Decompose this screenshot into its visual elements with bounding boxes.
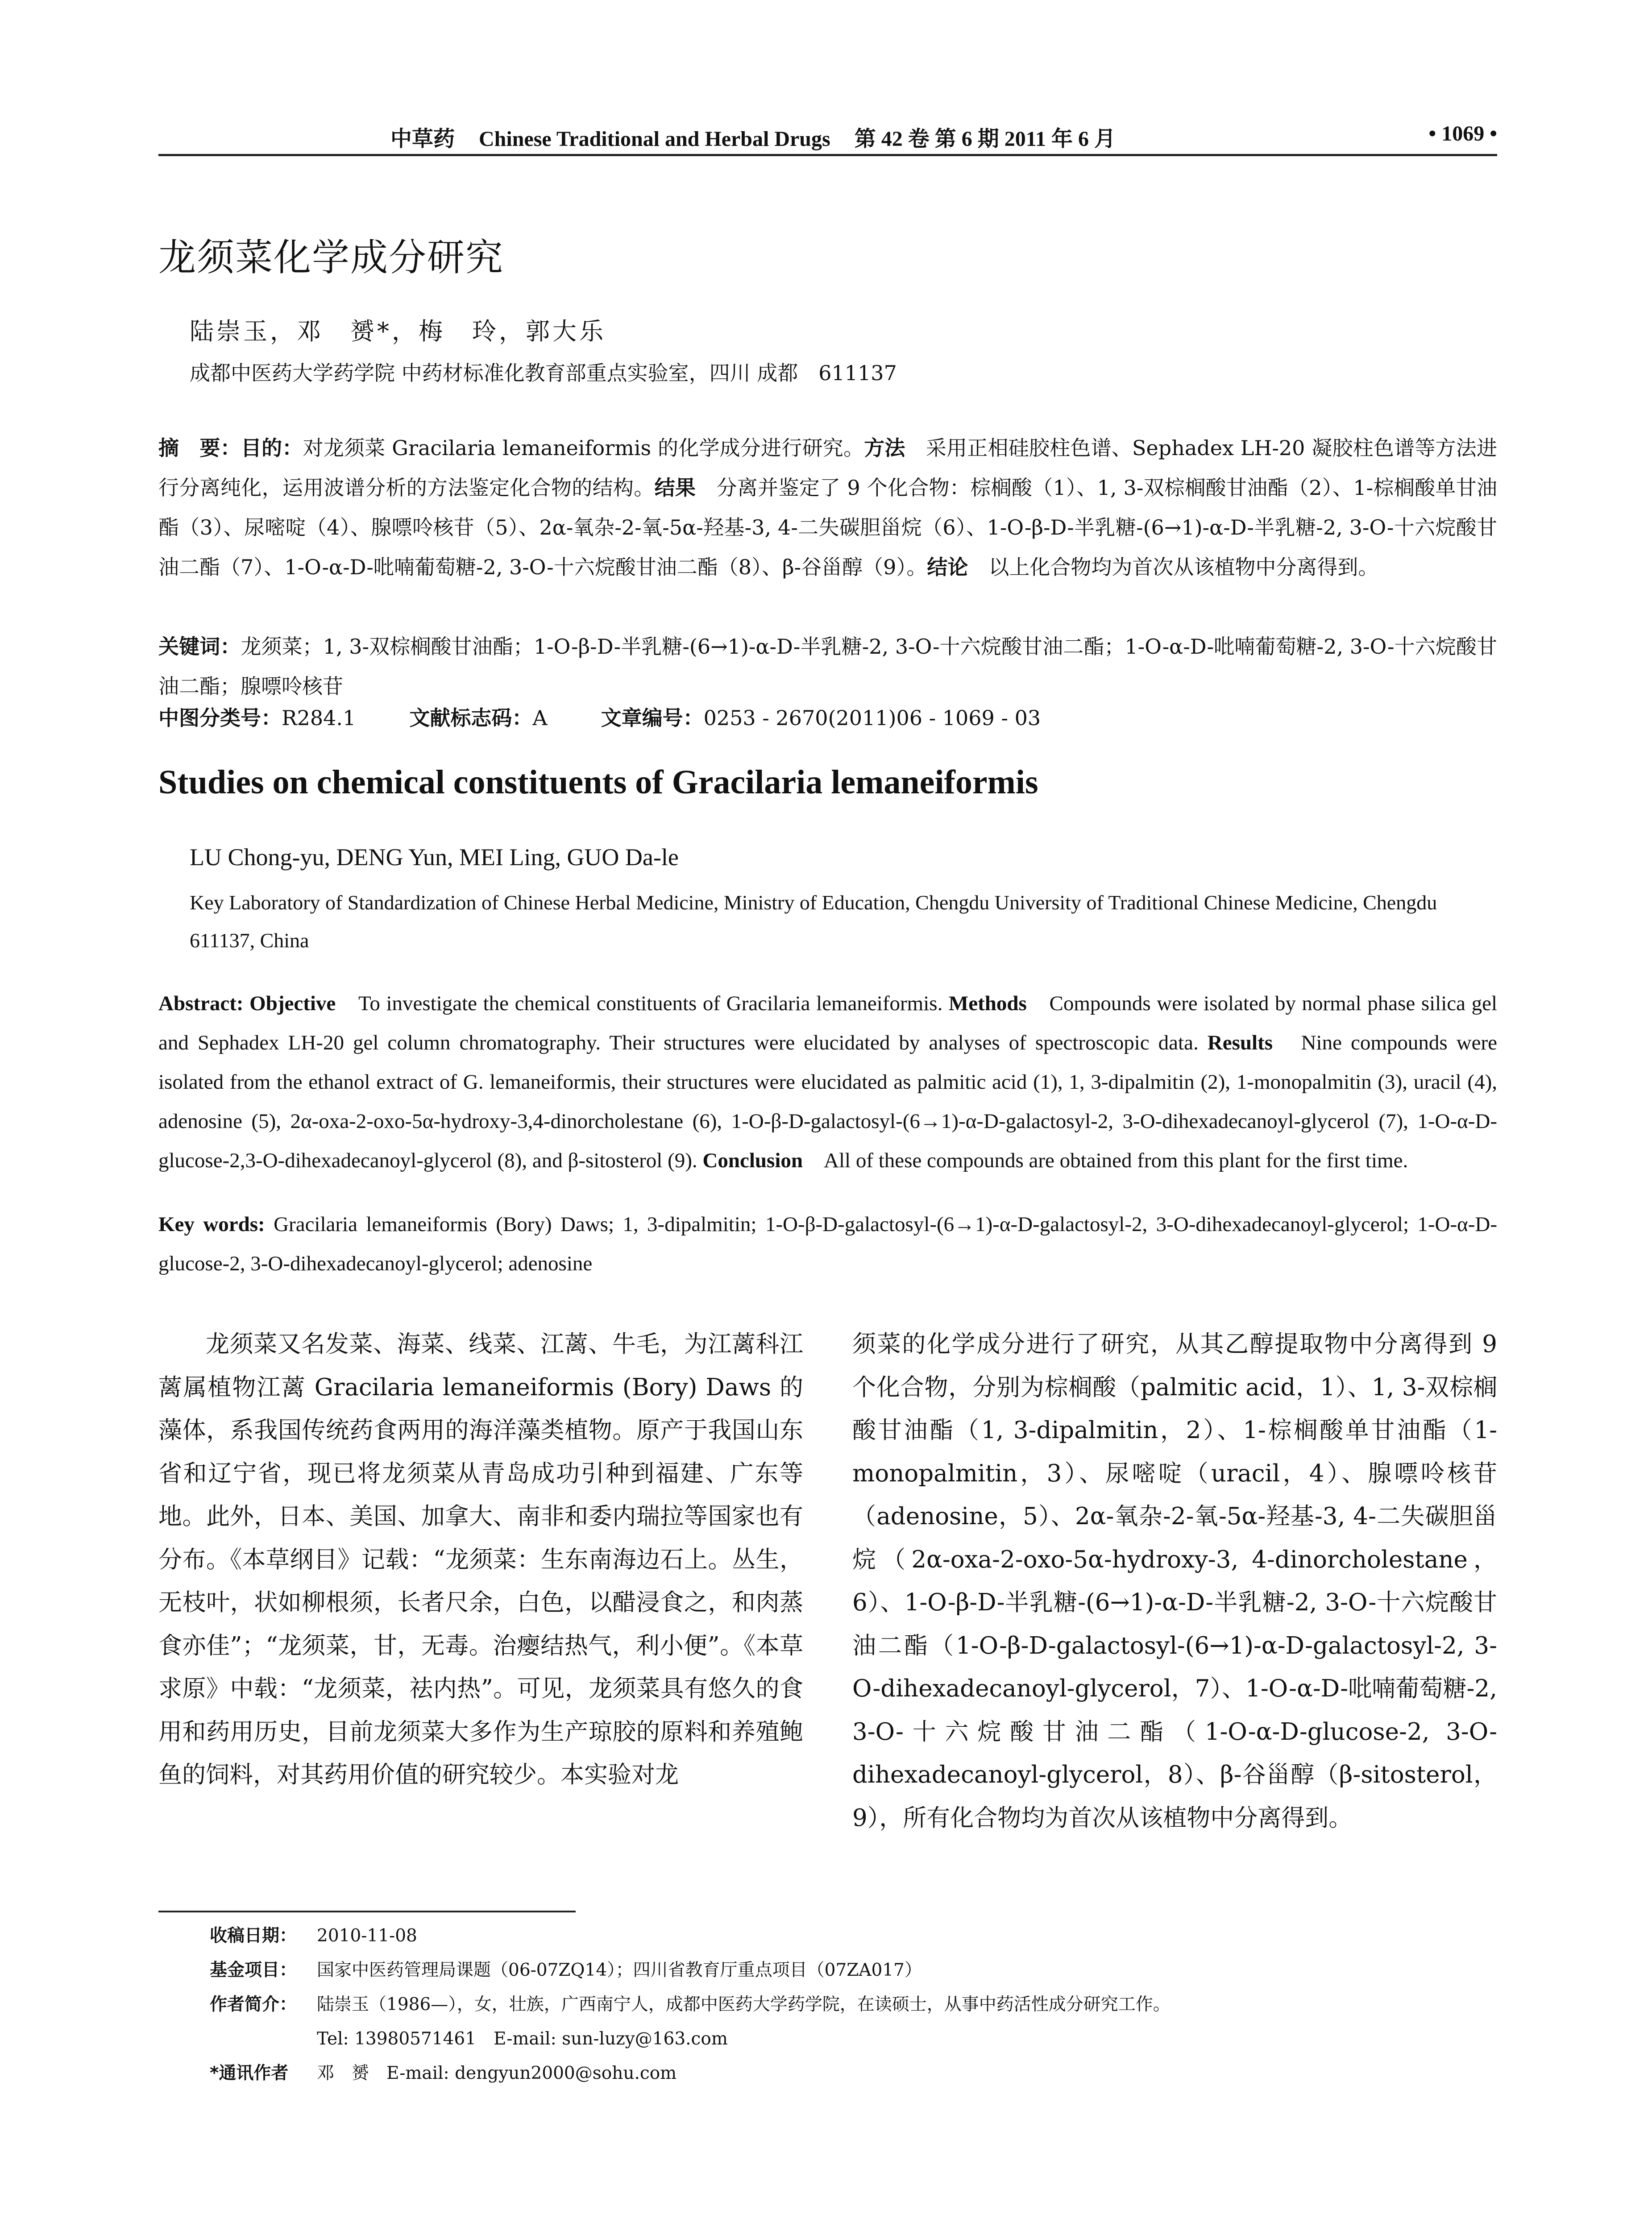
objective-text: 对龙须菜 Gracilaria lemaneiformis 的化学成分进行研究。 [303, 436, 864, 460]
abstract-label: 摘 要： [158, 436, 241, 460]
objective-en-label: Objective [249, 992, 336, 1015]
objective-label: 目的： [241, 436, 303, 460]
clc-label: 中图分类号： [158, 706, 282, 730]
results-label: 结果 [654, 476, 696, 500]
objective-en-text: To investigate the chemical constituents of Gracilaria lemaneiformis. [358, 992, 943, 1015]
running-header [158, 117, 1497, 153]
article-title-cn: 龙须菜化学成分研究 [158, 236, 504, 279]
article-id-label: 文章编号： [601, 706, 704, 730]
footnotes [210, 1919, 1495, 2090]
received-date: 2010-11-08 [317, 1926, 417, 1946]
methods-en-text: Compounds were isolated by normal phase silica gel and Sephadex LH-20 gel column chromatography. Their structures were elucidated by analyses of spectroscopic data. [158, 992, 1498, 1054]
article-id-value: 0253 - 2670(2011)06 - 1069 - 03 [703, 706, 1041, 730]
keywords-en-text: Gracilaria lemaneiformis (Bory) Daws; 1, 3-dipalmitin; 1-O-β-D-galactosyl-(6→1)-α-D-galactosyl-2, 3-O-dihexadecanoyl-glycerol; 1-O-α-D-glucose-2, 3-O-dihexadecanoyl-glycerol; adenosine [158, 1213, 1498, 1275]
received-label: 收稿日期： [210, 1926, 297, 1946]
methods-label: 方法 [864, 436, 905, 460]
conclusion-label: 结论 [927, 555, 968, 579]
body-column-left: 龙须菜又名发菜、海菜、线菜、江蓠、牛毛，为江蓠科江蓠属植物江蓠 Gracilaria lemaneiformis (Bory) Daws 的藻体，系我国传统药食两用的海洋藻类植物。原产于我国山东省和辽宁省，现已将龙须菜从青岛成功引种到福建、广东等地。此外，日本、美国、加拿大、南非和委内瑞拉等国家也有分布。《本草纲目》记载：“龙须菜：生东南海边石上。丛生，无枝叶，状如柳根须，长者尺余，白色，以醋浸食之，和肉蒸食亦佳”；“龙须菜，甘，无毒。治瘿结热气，利小便”。《本草求原》中载：“龙须菜，祛内热”。可见，龙须菜具有悠久的食用和药用历史，目前龙须菜大多作为生产琼胶的原料和养殖鲍鱼的饲料，对其药用价值的研究较少。本实验对龙 [158, 1331, 803, 1788]
keywords-text: 龙须菜；1, 3-双棕榈酸甘油酯；1-O-β-D-半乳糖-(6→1)-α-D-半乳糖-2, 3-O-十六烷酸甘油二酯；1-O-α-D-吡喃葡萄糖-2, 3-O-十六烷酸甘油二酯；腺嘌呤核苷 [158, 634, 1498, 698]
bio-label: 作者简介： [210, 1995, 297, 2015]
affiliation-en: Key Laboratory of Standardization of Chinese Herbal Medicine, Ministry of Education, Chengdu University of Traditional Chinese Medicine, Chengdu 611137, China [190, 891, 1437, 952]
journal-name-cn: 中草药 [390, 127, 455, 151]
classification-line [158, 698, 1497, 738]
conclusion-en-text: All of these compounds are obtained from this plant for the first time. [824, 1149, 1408, 1172]
doc-code-value: A [532, 706, 548, 730]
corresponding-text: 邓 赟 E-mail: dengyun2000@sohu.com [317, 2063, 677, 2083]
authors-cn: 陆崇玉，邓 赟*，梅 玲，郭大乐 [190, 317, 606, 345]
keywords-cn [158, 627, 1497, 706]
keywords-label: 关键词： [158, 634, 241, 659]
results-en-label: Results [1207, 1031, 1273, 1054]
results-en-text: Nine compounds were isolated from the ethanol extract of G. lemaneiformis, their structures were elucidated as palmitic acid (1), 1, 3-dipalmitin (2), 1-monopalmitin (3), uracil (4), adenosine (5), 2α-oxa-2-oxo-5α-hydroxy-3,4-dinorcholestane (6), 1-O-β-D-galactosyl-(6→1)-α-D-galactosyl-2, 3-O-dihexadecanoyl-glycerol (7), 1-O-α-D-glucose-2,3-O-dihexadecanoyl-glycerol (8), and β-sitosterol (9). [158, 1031, 1498, 1172]
page-number: • 1069 • [1428, 122, 1497, 145]
bio-contact: Tel: 13980571461 E-mail: sun-luzy@163.com [317, 2029, 728, 2049]
footnote-rule [158, 1911, 576, 1912]
footnote-fund [210, 1953, 1495, 1987]
doc-code-label: 文献标志码： [409, 706, 533, 730]
issue-info: 第 42 卷 第 6 期 2011 年 6 月 [854, 127, 1116, 151]
fund-text: 国家中医药管理局课题（06-07ZQ14）；四川省教育厅重点项目（07ZA017） [317, 1960, 922, 1980]
methods-en-label: Methods [948, 992, 1027, 1015]
header-rule [158, 154, 1497, 156]
body-column-right: 须菜的化学成分进行了研究，从其乙醇提取物中分离得到 9 个化合物，分别为棕榈酸（palmitic acid，1）、1, 3-双棕榈酸甘油酯（1, 3-dipalmitin，2）、1-棕榈酸单甘油酯（1-monopalmitin，3）、尿嘧啶（uracil，4）、腺嘌呤核苷（adenosine，5）、2α-氧杂-2-氧-5α-羟基-3, 4-二失碳胆甾烷（2α-oxa-2-oxo-5α-hydroxy-3, 4-dinorcholestane，6）、1-O-β-D-半乳糖-(6→1)-α-D-半乳糖-2, 3-O-十六烷酸甘油二酯（1-O-β-D-galactosyl-(6→1)-α-D-galactosyl-2, 3-O-dihexadecanoyl-glycerol，7）、1-O-α-D-吡喃葡萄糖-2, 3-O-十六烷酸甘油二酯（1-O-α-D-glucose-2, 3-O-dihexadecanoyl-glycerol，8）、β-谷甾醇（β-sitosterol，9），所有化合物均为首次从该植物中分离得到。 [852, 1331, 1497, 1832]
footnote-bio [210, 1987, 1495, 2022]
conclusion-en-label: Conclusion [702, 1149, 803, 1172]
footnote-corresponding [210, 2056, 1495, 2090]
bio-text: 陆崇玉（1986—），女，壮族，广西南宁人，成都中医药大学药学院，在读硕士，从事中药活性成分研究工作。 [317, 1995, 1171, 2015]
keywords-en [158, 1205, 1497, 1283]
abstract-en [158, 984, 1497, 1180]
abstract-en-label: Abstract: [158, 992, 244, 1015]
article-title-en: Studies on chemical constituents of Gracilaria lemaneiformis [158, 763, 1038, 801]
fund-label: 基金项目： [210, 1960, 297, 1980]
footnote-received [210, 1919, 1495, 1953]
methods-text: 采用正相硅胶柱色谱、Sephadex LH-20 凝胶柱色谱等方法进行分离纯化，运用波谱分析的方法鉴定化合物的结构。 [158, 436, 1498, 500]
affiliation-cn: 成都中医药大学药学院 中药材标准化教育部重点实验室，四川 成都 611137 [190, 361, 897, 385]
clc-value: R284.1 [282, 706, 356, 730]
conclusion-text: 以上化合物均为首次从该植物中分离得到。 [988, 555, 1379, 579]
results-text: 分离并鉴定了 9 个化合物：棕榈酸（1）、1, 3-双棕榈酸甘油酯（2）、1-棕榈酸单甘油酯（3）、尿嘧啶（4）、腺嘌呤核苷（5）、2α-氧杂-2-氧-5α-羟基-3, 4-二失碳胆甾烷（6）、1-O-β-D-半乳糖-(6→1)-α-D-半乳糖-2, 3-O-十六烷酸甘油二酯（7）、1-O-α-D-吡喃葡萄糖-2, 3-O-十六烷酸甘油二酯（8）、β-谷甾醇（9）。 [158, 476, 1498, 579]
journal-name-en: Chinese Traditional and Herbal Drugs [479, 127, 830, 151]
corresponding-label: *通讯作者 [210, 2063, 289, 2083]
abstract-cn [158, 428, 1497, 587]
keywords-en-label: Key words: [158, 1213, 265, 1236]
authors-en: LU Chong-yu, DENG Yun, MEI Ling, GUO Da-le [190, 844, 679, 871]
